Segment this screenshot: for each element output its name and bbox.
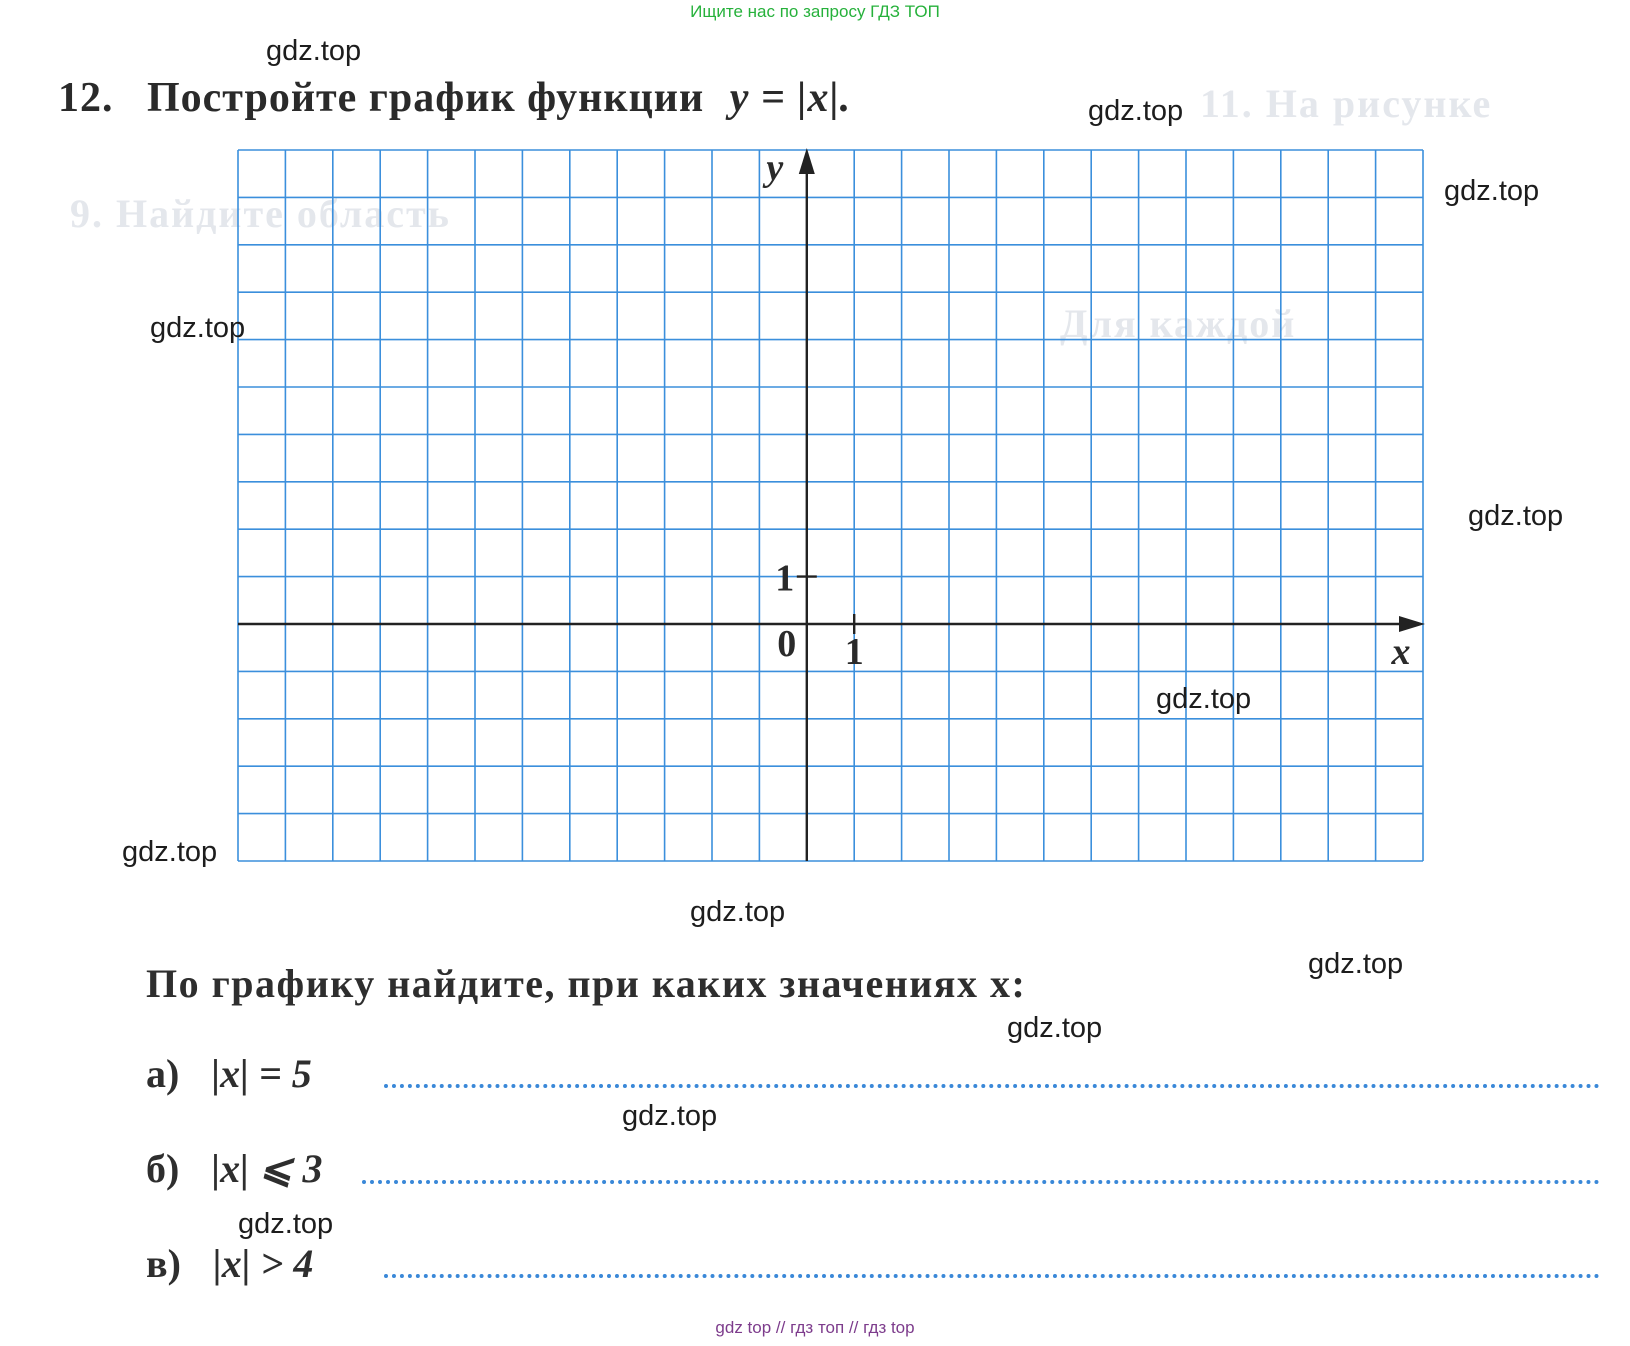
bleed-through-text: Для каждой bbox=[1060, 301, 1297, 346]
watermark: gdz.top bbox=[1156, 683, 1252, 715]
item-a bbox=[146, 1050, 312, 1097]
x-unit-label: 1 bbox=[844, 631, 864, 673]
task-title bbox=[58, 74, 851, 122]
watermark: gdz.top bbox=[1088, 95, 1184, 127]
y-unit-label: 1 bbox=[775, 557, 795, 600]
bleed-through-text: 11. На рисунке bbox=[1200, 81, 1493, 126]
watermark: gdz.top bbox=[238, 1208, 334, 1240]
grid-lines bbox=[238, 150, 1423, 861]
item-b-expr: |x| ⩽ 3 bbox=[211, 1146, 323, 1191]
watermark: gdz.top bbox=[1007, 1012, 1103, 1044]
origin-label: 0 bbox=[777, 623, 797, 665]
answer-line-c[interactable] bbox=[384, 1274, 1600, 1278]
watermark: gdz.top bbox=[1468, 500, 1564, 532]
task-text: Постройте график функции bbox=[147, 75, 705, 121]
item-a-label: а) bbox=[146, 1051, 180, 1096]
watermark: gdz.top bbox=[122, 836, 218, 868]
watermark: gdz.top bbox=[1444, 175, 1540, 207]
item-b bbox=[146, 1145, 322, 1192]
watermark: gdz.top bbox=[150, 312, 246, 344]
item-c bbox=[146, 1240, 313, 1287]
item-b-label: б) bbox=[146, 1146, 180, 1191]
watermark: gdz.top bbox=[622, 1100, 718, 1132]
answer-line-b[interactable] bbox=[362, 1180, 1600, 1184]
axes bbox=[238, 148, 1425, 861]
item-c-expr: |x| > 4 bbox=[212, 1241, 314, 1286]
y-axis-arrow bbox=[799, 148, 815, 174]
answer-line-a[interactable] bbox=[384, 1084, 1600, 1088]
y-axis-label: y bbox=[766, 148, 784, 189]
item-c-label: в) bbox=[146, 1241, 181, 1286]
watermark: gdz.top bbox=[1308, 948, 1404, 980]
bleed-through-text: 9. Найдите область bbox=[70, 191, 451, 236]
question-text: По графику найдите, при каких значениях x: bbox=[146, 961, 1027, 1006]
watermark: gdz.top bbox=[690, 896, 786, 928]
watermark: gdz.top bbox=[266, 35, 362, 67]
header-banner: Ищите нас по запросу ГДЗ ТОП bbox=[690, 2, 940, 21]
footer-banner: gdz top // гдз топ // гдз top bbox=[715, 1318, 915, 1337]
grid-svg bbox=[236, 148, 1426, 864]
x-axis-arrow bbox=[1399, 616, 1425, 632]
task-formula: y = |x|. bbox=[729, 75, 852, 121]
coordinate-grid bbox=[236, 148, 1426, 869]
task-number: 12. bbox=[58, 75, 114, 121]
x-axis-label: x bbox=[1391, 631, 1411, 673]
item-a-expr: |x| = 5 bbox=[211, 1051, 312, 1096]
